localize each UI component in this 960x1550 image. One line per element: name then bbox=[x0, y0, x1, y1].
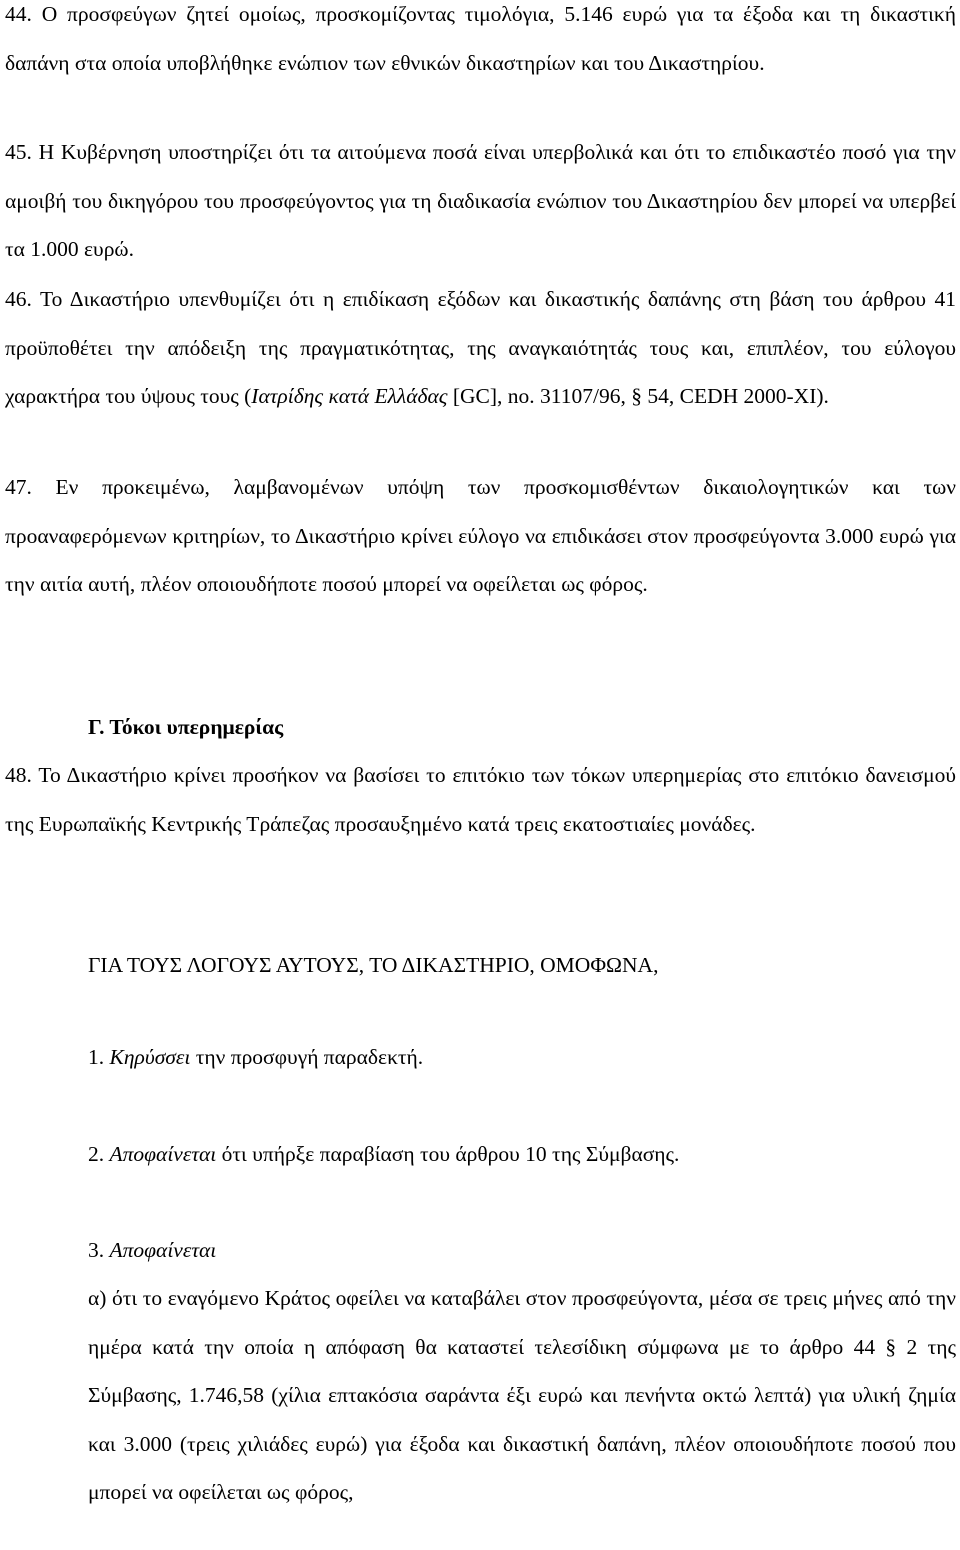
case-citation: Ιατρίδης κατά Ελλάδας bbox=[251, 384, 448, 408]
item-1-verb: Κηρύσσει bbox=[109, 1045, 191, 1069]
item-1-number: 1. bbox=[88, 1045, 110, 1069]
operative-title: ΓΙΑ ΤΟΥΣ ΛΟΓΟΥΣ ΑΥΤΟΥΣ, ΤΟ ΔΙΚΑΣΤΗΡΙΟ, ΟΜΟΦΩΝΑ, bbox=[88, 953, 659, 977]
operative-item-3 bbox=[88, 1226, 216, 1275]
item-2-number: 2. bbox=[88, 1142, 110, 1166]
item-3-number: 3. bbox=[88, 1238, 110, 1262]
operative-item-2 bbox=[88, 1130, 679, 1179]
paragraph-47: 47. Εν προκειμένω, λαμβανομένων υπόψη των προσκομισθέντων δικαιολογητικών και των προαναφερόμενων κριτηρίων, το Δικαστήριο κρίνει εύλογο να επιδικάσει στον προσφεύγοντα 3.000 ευρώ για την αιτία αυτή, πλέον οποιουδήποτε ποσού μπορεί να οφείλεται ως φόρος. bbox=[5, 475, 956, 596]
paragraph-45: 45. Η Κυβέρνηση υποστηρίζει ότι τα αιτούμενα ποσά είναι υπερβολικά και ότι το επιδικαστέο ποσό για την αμοιβή του δικηγόρου του προσφεύγοντος για τη διαδικασία ενώπιον του Δικαστηρίου δεν μπορεί να υπερβεί τα 1.000 ευρώ. bbox=[5, 140, 956, 261]
operative-item-3a: α) ότι το εναγόμενο Κράτος οφείλει να καταβάλει στον προσφεύγοντα, μέσα σε τρεις μήνες από την ημέρα κατά την οποία η απόφαση θα καταστεί τελεσίδικη σύμφωνα με το άρθρο 44 § 2 της Σύμβασης, 1.746,58 (χίλια επτακόσια σαράντα έξι ευρώ και πενήντα οκτώ λεπτά) για υλική ζημία και 3.000 (τρεις χιλιάδες ευρώ) για έξοδα και δικαστική δαπάνη, πλέον οποιουδήποτε ποσού που μπορεί να οφείλεται ως φόρος, bbox=[88, 1286, 956, 1504]
item-3-verb: Αποφαίνεται bbox=[109, 1238, 217, 1262]
section-heading-interest: Γ. Τόκοι υπερημερίας bbox=[88, 715, 284, 739]
paragraph-46-citation-tail: [GC], no. 31107/96, § 54, CEDH 2000-XI). bbox=[447, 384, 829, 408]
paragraph-46-text: 46. Το Δικαστήριο υπενθυμίζει ότι η επιδίκαση εξόδων και δικαστικής δαπάνης στη βάση του άρθρου 41 προϋποθέτει την απόδειξη της πραγματικότητας, της αναγκαιότητάς τους και, επιπλέον, του εύλογου χαρακτήρα του ύψους τους ( bbox=[5, 287, 956, 408]
item-1-text: την προσφυγή παραδεκτή. bbox=[190, 1045, 424, 1069]
paragraph-46 bbox=[5, 275, 956, 421]
item-2-text: ότι υπήρξε παραβίαση του άρθρου 10 της Σύμβασης. bbox=[216, 1142, 680, 1166]
paragraph-44: 44. Ο προσφεύγων ζητεί ομοίως, προσκομίζοντας τιμολόγια, 5.146 ευρώ για τα έξοδα και τη δικαστική δαπάνη στα οποία υποβλήθηκε ενώπιον των εθνικών δικαστηρίων και του Δικαστηρίου. bbox=[5, 2, 956, 75]
item-2-verb: Αποφαίνεται bbox=[109, 1142, 217, 1166]
operative-item-1 bbox=[88, 1033, 423, 1082]
paragraph-48: 48. Το Δικαστήριο κρίνει προσήκον να βασίσει το επιτόκιο των τόκων υπερημερίας στο επιτόκιο δανεισμού της Ευρωπαϊκής Κεντρικής Τράπεζας προσαυξημένο κατά τρεις εκατοστιαίες μονάδες. bbox=[5, 763, 956, 836]
